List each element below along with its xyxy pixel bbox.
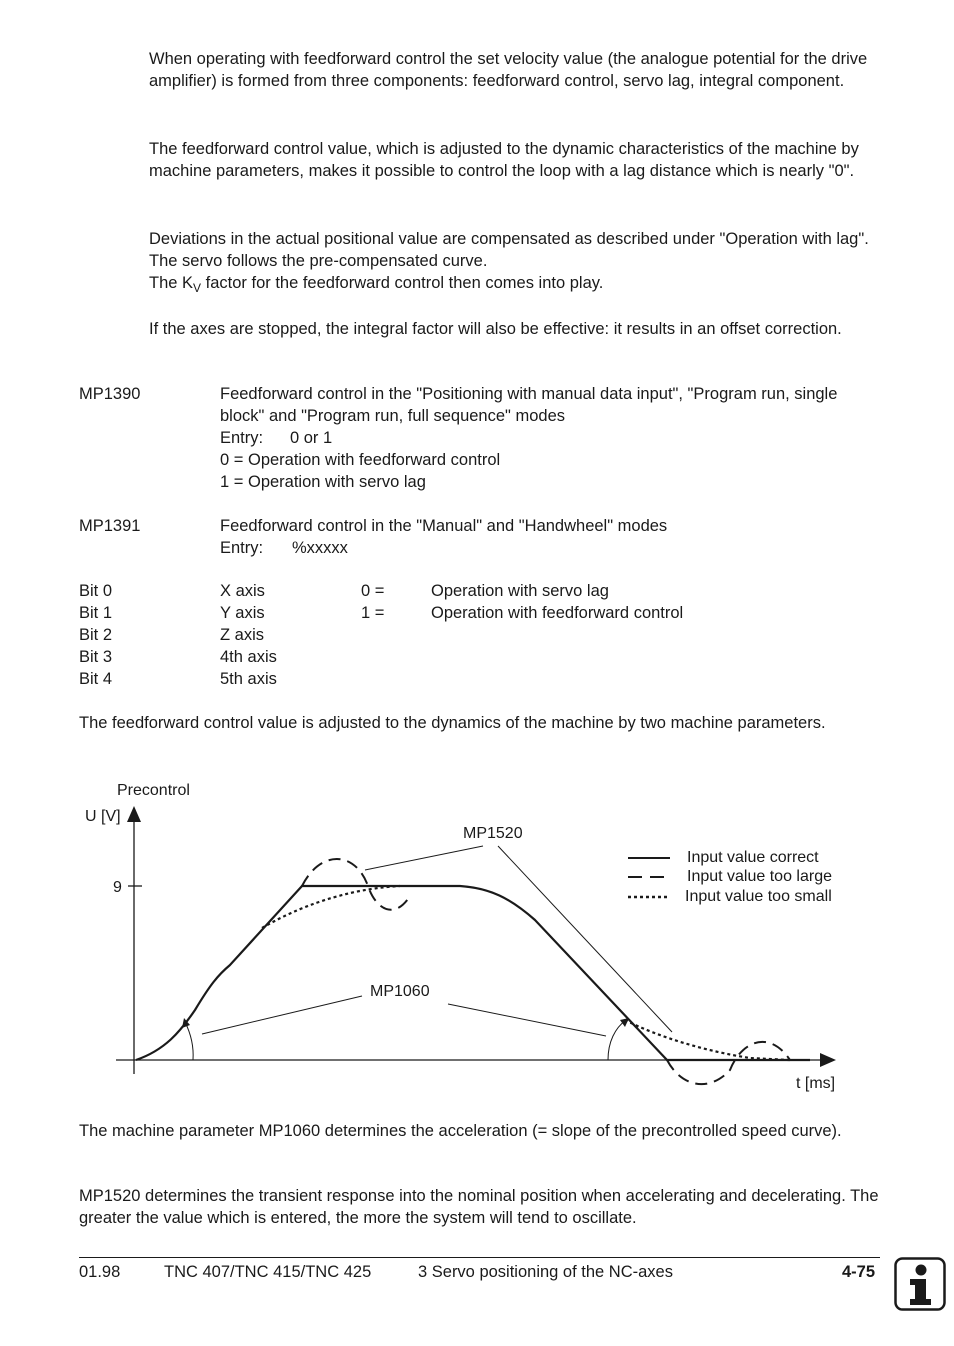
diagram-title: Precontrol [117, 782, 190, 799]
legend-label-small: Input value too small [685, 888, 832, 905]
mp1520-leader-right [498, 846, 672, 1032]
mp1390-entry-label: Entry: [220, 429, 264, 447]
mp1391-code: MP1391 [79, 517, 141, 535]
bit-row-1-bit: Bit 1 [79, 604, 113, 622]
mp1520-label: MP1520 [463, 825, 523, 842]
kv-prefix: The K [149, 274, 194, 292]
mp1391-entry-value: %xxxxx [292, 539, 348, 557]
legend-label-correct: Input value correct [687, 849, 819, 866]
bit-row-0-bit: Bit 0 [79, 582, 113, 600]
mp1520-leader-left [365, 846, 483, 870]
mp1391-description: Feedforward control in the "Manual" and "Handwheel" modes [220, 517, 668, 535]
bit-row-4-axis: 5th axis [220, 670, 277, 688]
mp1391-entry-label: Entry: [220, 539, 264, 557]
bit-row-1-value: 1 = [361, 604, 385, 622]
bit-row-0-axis: X axis [220, 582, 265, 600]
kv-suffix: factor for the feedforward control then comes into play. [201, 274, 604, 292]
y-axis-label: U [V] [85, 808, 121, 825]
intro-paragraph-3: Deviations in the actual positional value are compensated as described under "Operation with lag". The servo follows the pre-compensated curve. [149, 230, 869, 270]
footer-rule [79, 1257, 880, 1258]
bit-row-2-bit: Bit 2 [79, 626, 113, 644]
bit-row-1-axis: Y axis [220, 604, 265, 622]
bit-row-1-meaning: Operation with feedforward control [431, 604, 684, 622]
mp1390-option-1: 1 = Operation with servo lag [220, 473, 426, 491]
intro-paragraph-4: If the axes are stopped, the integral factor will also be effective: it results in an offset correction. [149, 320, 842, 338]
angle-arc-decel-arrow [620, 1018, 629, 1027]
mp1060-leader-right [448, 1004, 606, 1036]
curve-correct [136, 886, 810, 1060]
kv-subscript: V [193, 281, 202, 295]
footer-page-number: 4-75 [842, 1263, 876, 1281]
legend-label-large: Input value too large [687, 868, 832, 885]
mp1060-paragraph: The machine parameter MP1060 determines the acceleration (= slope of the precontrolled speed curve). [79, 1122, 842, 1140]
bit-row-3-axis: 4th axis [220, 648, 277, 666]
adjust-paragraph: The feedforward control value is adjusted to the dynamics of the machine by two machine parameters. [79, 714, 826, 732]
bit-row-2-axis: Z axis [220, 626, 265, 644]
info-icon [894, 1257, 946, 1311]
bit-row-0-meaning: Operation with servo lag [431, 582, 609, 600]
bit-row-4-bit: Bit 4 [79, 670, 113, 688]
bit-row-0-value: 0 = [361, 582, 385, 600]
y-tick-label: 9 [113, 879, 122, 896]
intro-paragraph-2: The feedforward control value, which is adjusted to the dynamic characteristics of the machine by machine parameters, makes it possible to control the loop with a lag distance which is nearly "0". [149, 140, 859, 180]
intro-paragraph-1: When operating with feedforward control the set velocity value (the analogue potential for the drive amplifier) is formed from three components: feedforward control, servo lag, integral component. [149, 50, 868, 90]
footer-model: TNC 407/TNC 415/TNC 425 [164, 1263, 372, 1281]
precontrol-diagram [70, 770, 860, 1100]
x-axis-label: t [ms] [796, 1075, 836, 1092]
angle-arc-decel [608, 1020, 626, 1060]
y-axis-arrow [127, 806, 141, 822]
mp1520-paragraph: MP1520 determines the transient response into the nominal position when accelerating and decelerating. The greater the value which is entered, the more the system will tend to oscillate. [79, 1187, 879, 1227]
mp1060-label: MP1060 [370, 983, 430, 1000]
mp1390-description: Feedforward control in the "Positioning with manual data input", "Program run, single block" and "Program run, full sequence" modes [220, 385, 838, 425]
footer-chapter: 3 Servo positioning of the NC-axes [418, 1263, 673, 1281]
mp1390-entry-value: 0 or 1 [290, 429, 333, 447]
mp1390-code: MP1390 [79, 385, 141, 403]
bit-row-3-bit: Bit 3 [79, 648, 113, 666]
footer-date: 01.98 [79, 1263, 121, 1281]
intro-paragraph-3-kv [149, 272, 879, 294]
mp1060-leader-left [202, 996, 362, 1034]
angle-arc-accel [185, 1022, 193, 1060]
legend [628, 849, 832, 905]
mp1390-option-0: 0 = Operation with feedforward control [220, 451, 501, 469]
x-axis-arrow [820, 1053, 836, 1067]
